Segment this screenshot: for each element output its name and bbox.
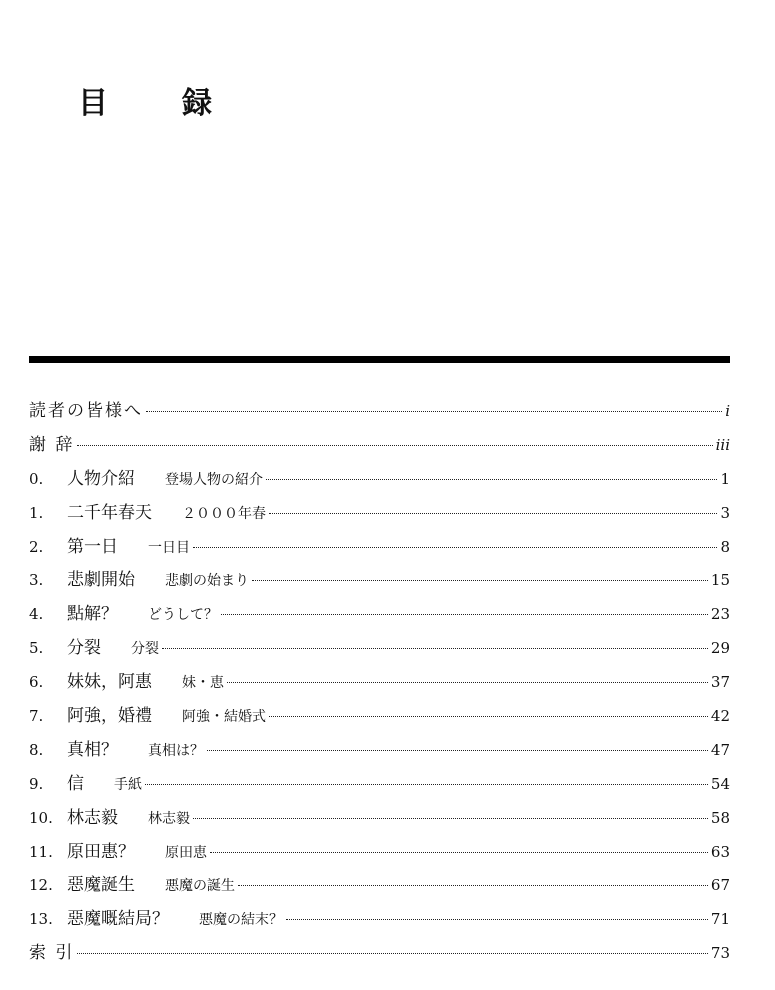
page-number: 67 bbox=[710, 876, 730, 895]
chapter-title-ja: 林志毅 bbox=[148, 810, 190, 827]
chapter-title-zh: 二千年春天 bbox=[67, 502, 152, 523]
dot-leader bbox=[77, 445, 712, 446]
dot-leader bbox=[145, 784, 708, 785]
chapter-title-zh: 林志毅 bbox=[67, 807, 118, 828]
page-number: 3 bbox=[720, 503, 730, 522]
chapter-title-ja: 真相は？ bbox=[148, 742, 204, 759]
page-number: 58 bbox=[710, 808, 730, 827]
chapter-number: 6. bbox=[29, 673, 44, 692]
page-number: 73 bbox=[710, 944, 730, 963]
chapter-title-ja: 妹・恵 bbox=[182, 675, 224, 692]
chapter-number: 5. bbox=[29, 639, 44, 658]
chapter-title-zh: 悲劇開始 bbox=[67, 570, 135, 591]
entry-label: 謝 辞 bbox=[29, 434, 75, 455]
toc-entry-chapter-4[interactable] bbox=[29, 599, 730, 633]
page-number: 63 bbox=[710, 842, 730, 861]
chapter-title-ja: 手紙 bbox=[114, 776, 142, 793]
toc-entry-chapter-3[interactable] bbox=[29, 565, 730, 599]
page-number: iii bbox=[715, 435, 730, 454]
chapter-number: 10. bbox=[29, 808, 53, 827]
page-number: i bbox=[725, 402, 730, 420]
dot-leader bbox=[269, 716, 708, 717]
chapter-title-zh: 妹妹，阿惠 bbox=[67, 672, 152, 693]
toc-entry-chapter-5[interactable] bbox=[29, 633, 730, 667]
chapter-title-zh: 分裂 bbox=[67, 638, 101, 659]
chapter-title-zh: 點解？ bbox=[67, 604, 118, 625]
toc-entry-chapter-6[interactable] bbox=[29, 667, 730, 701]
chapter-number: 4. bbox=[29, 605, 44, 624]
dot-leader bbox=[193, 818, 708, 819]
chapter-title-ja: ２０００年春 bbox=[182, 505, 266, 522]
chapter-title-zh: 真相？ bbox=[67, 739, 118, 760]
dot-leader bbox=[77, 953, 708, 954]
toc-entry-chapter-10[interactable] bbox=[29, 803, 730, 837]
toc-entry-chapter-7[interactable] bbox=[29, 701, 730, 735]
dot-leader bbox=[221, 614, 708, 615]
toc-entry-chapter-8[interactable] bbox=[29, 735, 730, 769]
page-number: 8 bbox=[720, 537, 730, 556]
toc-entry-chapter-2[interactable] bbox=[29, 532, 730, 566]
chapter-number: 8. bbox=[29, 740, 44, 759]
toc-entry-chapter-12[interactable] bbox=[29, 870, 730, 904]
toc-entry-preface[interactable] bbox=[29, 396, 730, 430]
chapter-title-ja: 原田恵 bbox=[165, 844, 207, 861]
entry-label: 索 引 bbox=[29, 943, 75, 964]
chapter-number: 12. bbox=[29, 876, 53, 895]
page-number: 1 bbox=[720, 469, 730, 488]
table-of-contents bbox=[29, 396, 730, 972]
chapter-number: 13. bbox=[29, 910, 53, 929]
chapter-number: 11. bbox=[29, 842, 53, 861]
page-number: 37 bbox=[710, 673, 730, 692]
chapter-title-ja: 悲劇の始まり bbox=[165, 573, 249, 590]
dot-leader bbox=[210, 852, 708, 853]
chapter-title-zh: 惡魔嘅結局？ bbox=[67, 909, 169, 930]
page-number: 47 bbox=[710, 740, 730, 759]
dot-leader bbox=[207, 750, 708, 751]
chapter-number: 0. bbox=[29, 469, 44, 488]
toc-entry-chapter-1[interactable] bbox=[29, 498, 730, 532]
dot-leader bbox=[227, 682, 708, 683]
page-number: 71 bbox=[710, 910, 730, 929]
page-number: 54 bbox=[710, 774, 730, 793]
chapter-title-ja: どうして？ bbox=[148, 607, 218, 624]
chapter-title-zh: 信 bbox=[67, 773, 84, 794]
dot-leader bbox=[146, 411, 722, 412]
chapter-number: 2. bbox=[29, 537, 44, 556]
page-number: 42 bbox=[710, 707, 730, 726]
chapter-title-ja: 阿強・結婚式 bbox=[182, 709, 266, 726]
dot-leader bbox=[238, 885, 708, 886]
dot-leader bbox=[162, 648, 708, 649]
toc-entry-chapter-9[interactable] bbox=[29, 769, 730, 803]
chapter-title-ja: 一日目 bbox=[148, 539, 190, 556]
chapter-number: 7. bbox=[29, 707, 44, 726]
toc-entry-chapter-11[interactable] bbox=[29, 837, 730, 871]
entry-label: 読者の皆様へ bbox=[29, 401, 143, 421]
chapter-number: 3. bbox=[29, 571, 44, 590]
chapter-title-ja: 分裂 bbox=[131, 641, 159, 658]
toc-entry-acknowledgements[interactable] bbox=[29, 430, 730, 464]
chapter-title-zh: 惡魔誕生 bbox=[67, 875, 135, 896]
chapter-number: 1. bbox=[29, 503, 44, 522]
dot-leader bbox=[269, 513, 717, 514]
title-divider bbox=[29, 356, 730, 363]
page-number: 29 bbox=[710, 639, 730, 658]
chapter-number: 9. bbox=[29, 774, 44, 793]
chapter-title-zh: 人物介紹 bbox=[67, 468, 135, 489]
dot-leader bbox=[252, 580, 708, 581]
chapter-title-zh: 第一日 bbox=[67, 536, 118, 557]
toc-entry-chapter-13[interactable] bbox=[29, 904, 730, 938]
chapter-title-ja: 悪魔の結末？ bbox=[199, 912, 283, 929]
dot-leader bbox=[286, 919, 708, 920]
page-number: 23 bbox=[710, 605, 730, 624]
page-title: 目 録 bbox=[78, 86, 234, 121]
toc-entry-chapter-0[interactable] bbox=[29, 464, 730, 498]
chapter-title-zh: 原田惠？ bbox=[67, 841, 135, 862]
chapter-title-zh: 阿強，婚禮 bbox=[67, 706, 152, 727]
dot-leader bbox=[193, 547, 717, 548]
toc-entry-index[interactable] bbox=[29, 938, 730, 972]
dot-leader bbox=[266, 479, 717, 480]
chapter-title-ja: 登場人物の紹介 bbox=[165, 471, 263, 488]
page-number: 15 bbox=[710, 571, 730, 590]
chapter-title-ja: 悪魔の誕生 bbox=[165, 878, 235, 895]
